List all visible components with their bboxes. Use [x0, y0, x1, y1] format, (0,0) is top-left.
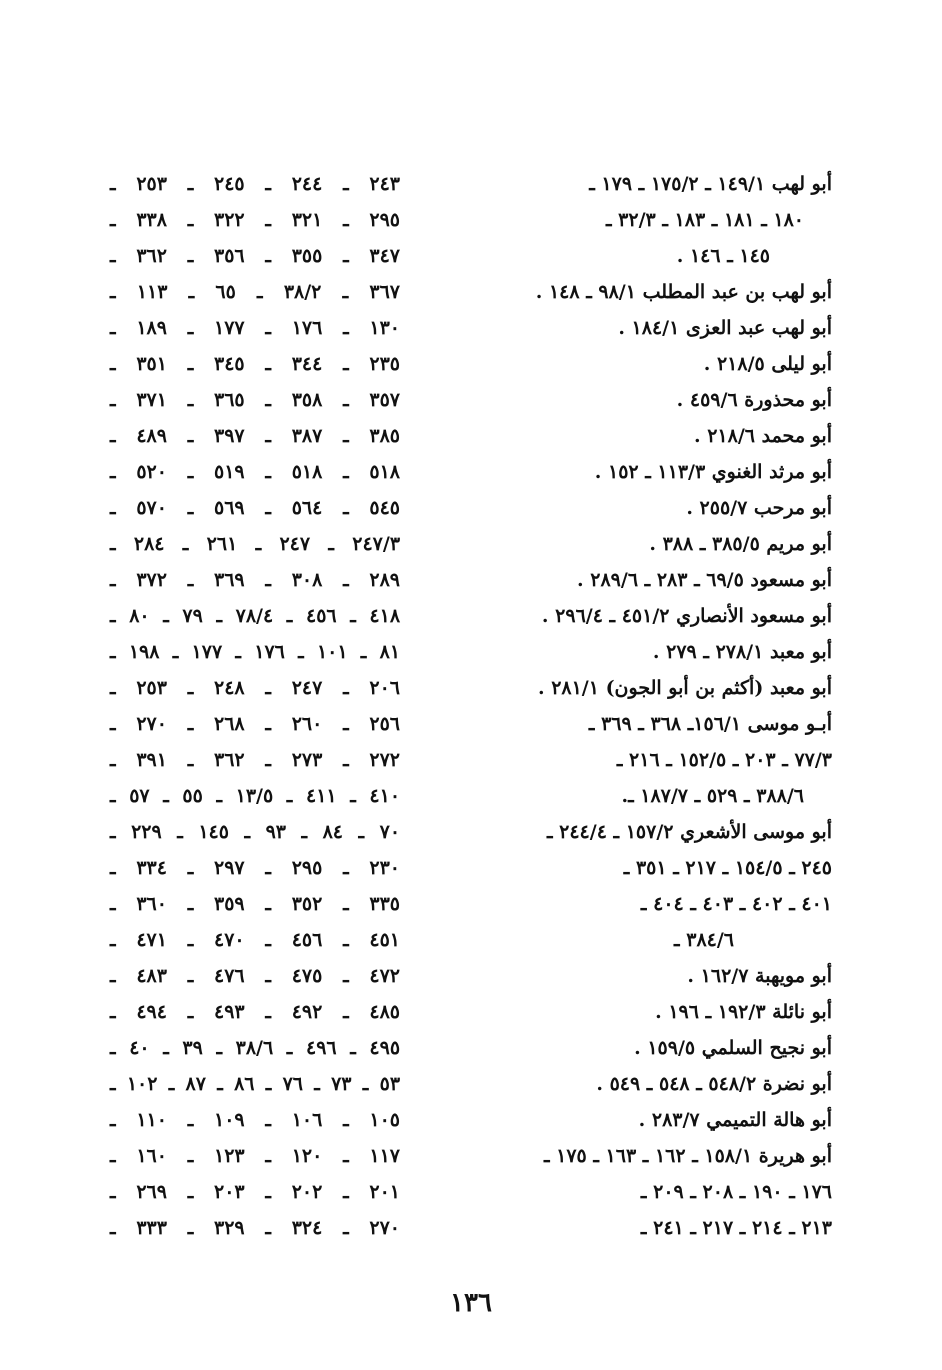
index-continuation-line: ٢٨٩ ـ ٣٠٨ ـ ٣٦٩ ـ ٣٧٢ ـ [110, 569, 401, 591]
index-entry-line: أبو مريم ٣٨٥/٥ ـ ٣٨٨ . [649, 533, 832, 555]
index-entry-line: أبو نائلة ١٩٢/٣ ـ ١٩٦ . [655, 1001, 832, 1023]
index-entry-line: ٢٤٥ ـ ١٥٤/٥ ـ ٢١٧ ـ ٣٥١ ـ [623, 857, 832, 879]
index-continuation-line: ٢٩٥ ـ ٣٢١ ـ ٣٢٢ ـ ٣٣٨ ـ [110, 209, 401, 231]
index-continuation-line: ٢٤٣ ـ ٢٤٤ ـ ٢٤٥ ـ ٢٥٣ ـ [110, 173, 401, 195]
index-continuation-line: ٧٠ ـ ٨٤ ـ ٩٣ ـ ١٤٥ ـ ٢٢٩ ـ [110, 821, 401, 843]
index-continuation-line: ٢٤٧/٣ ـ ٢٤٧ ـ ٢٦١ ـ ٢٨٤ ـ [110, 533, 401, 555]
index-continuation-line: ٣٣٥ ـ ٣٥٢ ـ ٣٥٩ ـ ٣٦٠ ـ [110, 893, 401, 915]
index-continuation-line: ٣٦٧ ـ ٣٨/٢ ـ ٦٥ ـ ١١٣ ـ [110, 281, 401, 303]
index-entry-line: ٢١٣ ـ ٢١٤ ـ ٢١٧ ـ ٢٤١ ـ [640, 1217, 832, 1239]
index-entry-line: ٧٧/٣ ـ ٢٠٣ ـ ١٥٢/٥ ـ ٢١٦ ـ [616, 749, 832, 771]
index-entry-line: أبو هريرة ١٥٨/١ ـ ١٦٢ ـ ١٦٣ ـ ١٧٥ ـ [543, 1145, 832, 1167]
index-continuation-line: ٣٨٥ ـ ٣٨٧ ـ ٣٩٧ ـ ٤٨٩ ـ [110, 425, 401, 447]
index-entry-line: أبو لهب عبد العزى ١٨٤/١ . [618, 317, 832, 339]
index-entry-line: ١٧٦ ـ ١٩٠ ـ ٢٠٨ ـ ٢٠٩ ـ [640, 1181, 832, 1203]
index-continuation-line: ٢٠١ ـ ٢٠٢ ـ ٢٠٣ ـ ٢٦٩ ـ [110, 1181, 401, 1203]
index-continuation-line: ٥٣ ـ ٧٣ ـ ٧٦ ـ ٨٦ ـ ٨٧ ـ ١٠٢ ـ [110, 1073, 401, 1095]
index-entry-line: أبو هالة التميمي ٢٨٣/٧ . [638, 1109, 832, 1131]
index-entry-line: ٣٨٤/٦ ـ [674, 929, 734, 951]
index-continuation-line: ١٣٠ ـ ١٧٦ ـ ١٧٧ ـ ١٨٩ ـ [110, 317, 401, 339]
index-continuation-line: ٤١٨ ـ ٤٥٦ ـ ٧٨/٤ ـ ٧٩ ـ ٨٠ ـ [110, 605, 401, 627]
index-entry-line: ١٤٥ ـ ١٤٦ . [676, 245, 770, 267]
index-entry-line: أبو مسعود ٦٩/٥ ـ ٢٨٣ ـ ٢٨٩/٦ . [577, 569, 832, 591]
index-entry-line: أبو لهب ١٤٩/١ ـ ١٧٥/٢ ـ ١٧٩ ـ [589, 173, 832, 195]
index-continuation-line: ١٠٥ ـ ١٠٦ ـ ١٠٩ ـ ١١٠ ـ [110, 1109, 401, 1131]
index-entry-line: أبو مويهبة ١٦٢/٧ . [687, 965, 832, 987]
index-entry-line: أبو مرحب ٢٥٥/٧ . [686, 497, 832, 519]
index-continuation-line: ٣٥٧ ـ ٣٥٨ ـ ٣٦٥ ـ ٣٧١ ـ [110, 389, 401, 411]
index-entry-line: أبو محذورة ٤٥٩/٦ . [676, 389, 832, 411]
page-number: ١٣٦ [450, 1288, 492, 1318]
index-continuation-line: ٥١٨ ـ ٥١٨ ـ ٥١٩ ـ ٥٢٠ ـ [110, 461, 401, 483]
index-entry-line: ٣٨٨/٦ ـ ٥٢٩ ـ ١٨٧/٧ ـ. [621, 785, 804, 807]
index-continuation-line: ٤٧٢ ـ ٤٧٥ ـ ٤٧٦ ـ ٤٨٣ ـ [110, 965, 401, 987]
index-continuation-line: ٢٧٢ ـ ٢٧٣ ـ ٣٦٢ ـ ٣٩١ ـ [110, 749, 401, 771]
index-continuation-line: ٢٠٦ ـ ٢٤٧ ـ ٢٤٨ ـ ٢٥٣ ـ [110, 677, 401, 699]
index-entry-line: أبو مسعود الأنصاري ٤٥١/٢ ـ ٢٩٦/٤ . [541, 605, 832, 627]
index-continuation-line: ٤٩٥ ـ ٤٩٦ ـ ٣٨/٦ ـ ٣٩ ـ ٤٠ ـ [110, 1037, 401, 1059]
index-continuation-line: ١١٧ ـ ١٢٠ ـ ١٢٣ ـ ١٦٠ ـ [110, 1145, 401, 1167]
index-entry-line: أبو محمد ٢١٨/٦ . [693, 425, 832, 447]
index-continuation-line: ٨١ ـ ١٠١ ـ ١٧٦ ـ ١٧٧ ـ ١٩٨ ـ [110, 641, 401, 663]
index-continuation-line: ٢٣٠ ـ ٢٩٥ ـ ٢٩٧ ـ ٣٣٤ ـ [110, 857, 401, 879]
index-continuation-line: ٤٨٥ ـ ٤٩٢ ـ ٤٩٣ ـ ٤٩٤ ـ [110, 1001, 401, 1023]
index-continuation-line: ٥٤٥ ـ ٥٦٤ ـ ٥٦٩ ـ ٥٧٠ ـ [110, 497, 401, 519]
index-entry-line: أبو لهب بن عبد المطلب ٩٨/١ ـ ١٤٨ . [535, 281, 832, 303]
index-continuation-line: ٤٥١ ـ ٤٥٦ ـ ٤٧٠ ـ ٤٧١ ـ [110, 929, 401, 951]
index-entry-line: أبو معبد ٢٧٨/١ ـ ٢٧٩ . [652, 641, 832, 663]
index-entry-line: أبو نجيح السلمي ١٥٩/٥ . [634, 1037, 832, 1059]
index-continuation-line: ٢٣٥ ـ ٣٤٤ ـ ٣٤٥ ـ ٣٥١ ـ [110, 353, 401, 375]
index-entry-line: أبو معبد (أكثم بن أبو الجون) ٢٨١/١ . [537, 677, 832, 699]
index-entry-line: أبو نضرة ٥٤٨/٢ ـ ٥٤٨ ـ ٥٤٩ . [596, 1073, 832, 1095]
index-entry-line: أبو ليلى ٢١٨/٥ . [703, 353, 832, 375]
index-continuation-line: ٣٤٧ ـ ٣٥٥ ـ ٣٥٦ ـ ٣٦٢ ـ [110, 245, 401, 267]
index-continuation-line: ٢٥٦ ـ ٢٦٠ ـ ٢٦٨ ـ ٢٧٠ ـ [110, 713, 401, 735]
index-continuation-line: ٢٧٠ ـ ٣٢٤ ـ ٣٢٩ ـ ٣٣٣ ـ [110, 1217, 401, 1239]
index-entry-line: ٤٠١ ـ ٤٠٢ ـ ٤٠٣ ـ ٤٠٤ ـ [640, 893, 832, 915]
index-entry-line: أبـو موسى ١٥٦/١ـ ٣٦٨ ـ ٣٦٩ ـ [588, 713, 832, 735]
index-column-left [110, 166, 400, 1246]
index-column-right [492, 166, 832, 1246]
index-entry-line: ١٨٠ ـ ١٨١ ـ ١٨٣ ـ ٣٢/٣ ـ [605, 209, 804, 231]
index-entry-line: أبو موسى الأشعري ١٥٧/٢ ـ ٢٤٤/٤ ـ [546, 821, 832, 843]
index-continuation-line: ٤١٠ ـ ٤١١ ـ ١٣/٥ ـ ٥٥ ـ ٥٧ ـ [110, 785, 401, 807]
index-entry-line: أبو مرثد الغنوي ١١٣/٣ ـ ١٥٢ . [594, 461, 832, 483]
